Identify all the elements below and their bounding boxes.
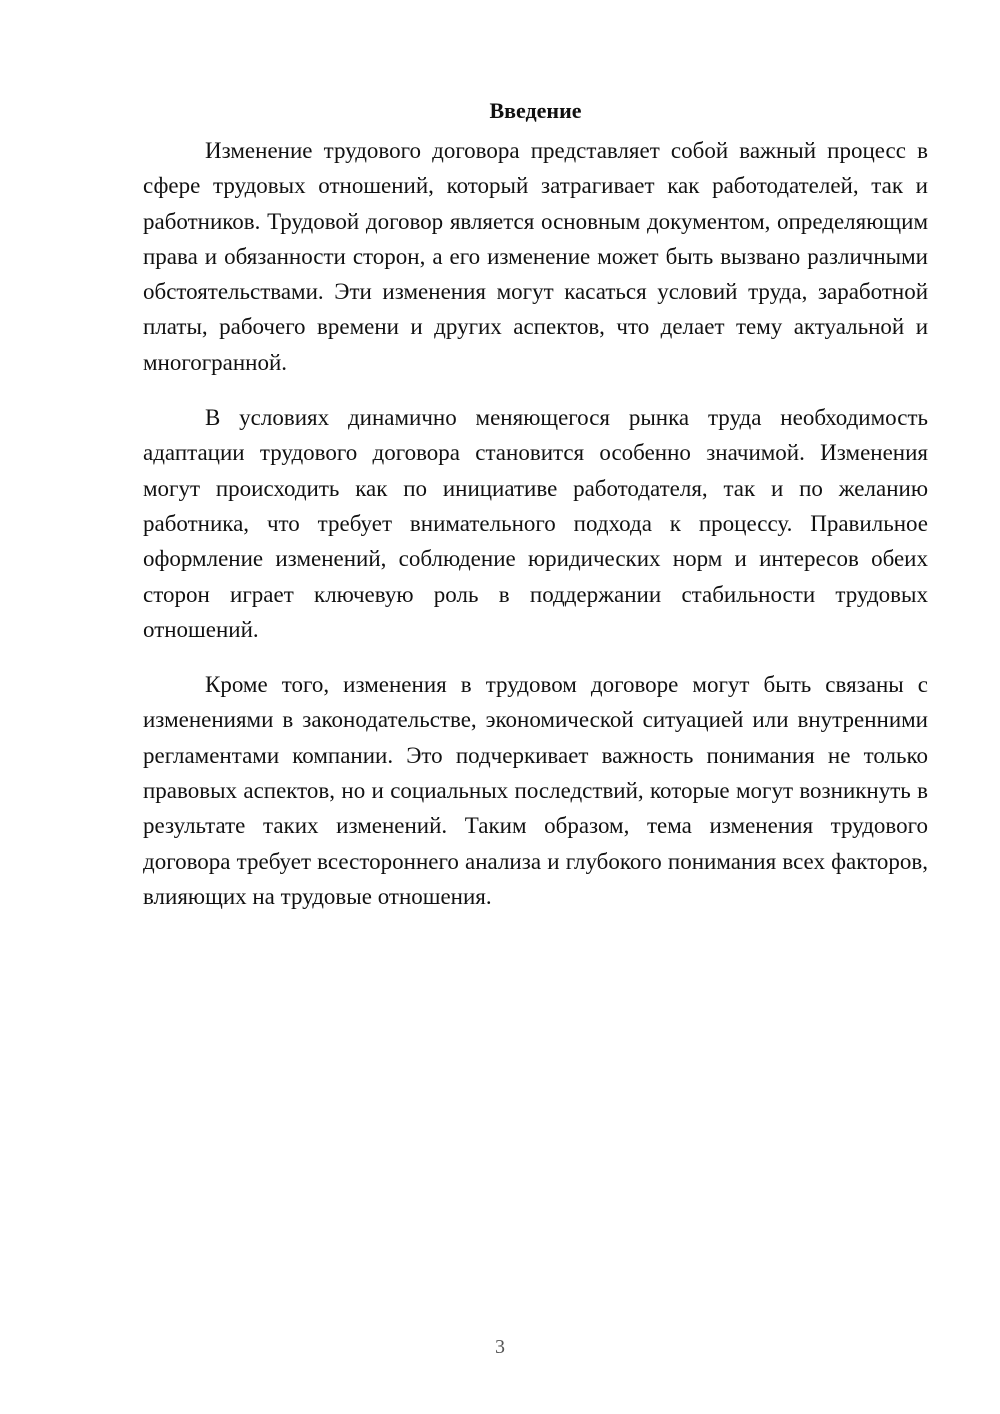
section-title: Введение [489,98,582,123]
paragraph-3: Кроме того, изменения в трудовом договоре могут быть связаны с изменениями в законодательстве, экономической ситуацией или внутренними регламентами компании. Это подчеркивает важность понимания не только правовых аспектов, но и социальных последствий, которые могут возникнуть в результате таких изменений. Таким образом, тема изменения трудового договора требует всестороннего анализа и глубокого понимания всех факторов, влияющих на трудовые отношения. [143,672,928,909]
paragraph-2: В условиях динамично меняющегося рынка труда необходимость адаптации трудового договора становится особенно значимой. Изменения могут происходить как по инициативе работодателя, так и по желанию работника, что требует внимательного подхода к процессу. Правильное оформление изменений, соблюдение юридических норм и интересов обеих сторон играет ключевую роль в поддержании стабильности трудовых отношений. [143,405,928,642]
page-content [143,96,928,934]
page-number: 3 [495,1336,505,1358]
paragraph-1: Изменение трудового договора представляет собой важный процесс в сфере трудовых отношений, который затрагивает как работодателей, так и работников. Трудовой договор является основным документом, определяющим права и обязанности сторон, а его изменение может быть вызвано различными обстоятельствами. Эти изменения могут касаться условий труда, заработной платы, рабочего времени и других аспектов, что делает тему актуальной и многогранной. [143,138,928,375]
